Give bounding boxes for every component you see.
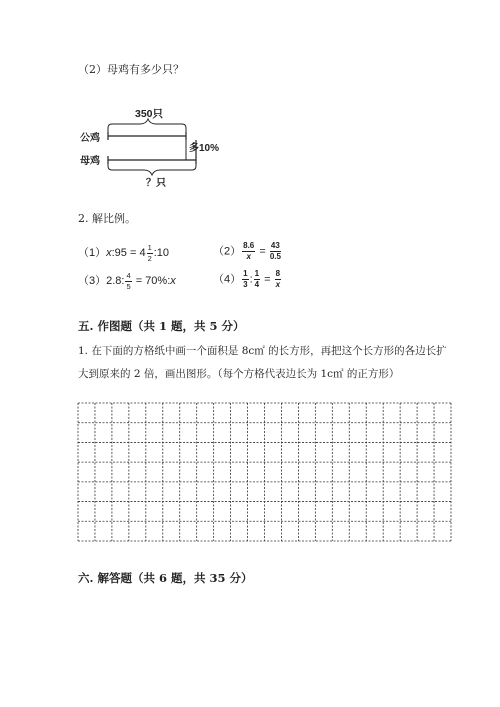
diagram-rooster-label: 公鸡 xyxy=(80,133,100,144)
equation-2: （2） $\frac{8.6}{x}$ = $\frac{43}{0.5}$ xyxy=(213,241,281,261)
section-5-title: 五. 作图题（共 1 题，共 5 分） xyxy=(78,319,245,333)
diagram-extra-label: 多10% xyxy=(189,143,220,154)
section-6-title: 六. 解答题（共 6 题，共 35 分） xyxy=(78,571,253,585)
diagram-top-label: 350只 xyxy=(135,108,164,120)
equation-4: （4） $\frac{1}{3}$ : $\frac{1}{4}$ = $\frac{8}{x}$ xyxy=(213,269,281,289)
section-5-question-line-1: 1. 在下面的方格纸中画一个面积是 8c㎡ 的长方形，再把这个长方形的各边长扩 xyxy=(78,345,447,357)
equation-3: （3）2.8: $\frac{4}{5}$ = 70%:x xyxy=(78,271,176,291)
section-5-question-line-2: 大到原来的 2 倍，画出图形。（每个方格代表边长为 1c㎡ 的正方形） xyxy=(78,368,400,380)
diagram-bottom-label: ？只 xyxy=(146,178,166,189)
section-2-title: 2. 解比例。 xyxy=(78,212,136,225)
question-2-header: （2）母鸡有多少只？ xyxy=(78,63,184,76)
equation-1: （1）x:95 = 4 $\frac{1}{2}$ :10 xyxy=(78,243,170,263)
diagram-hen-label: 母鸡 xyxy=(80,156,100,167)
